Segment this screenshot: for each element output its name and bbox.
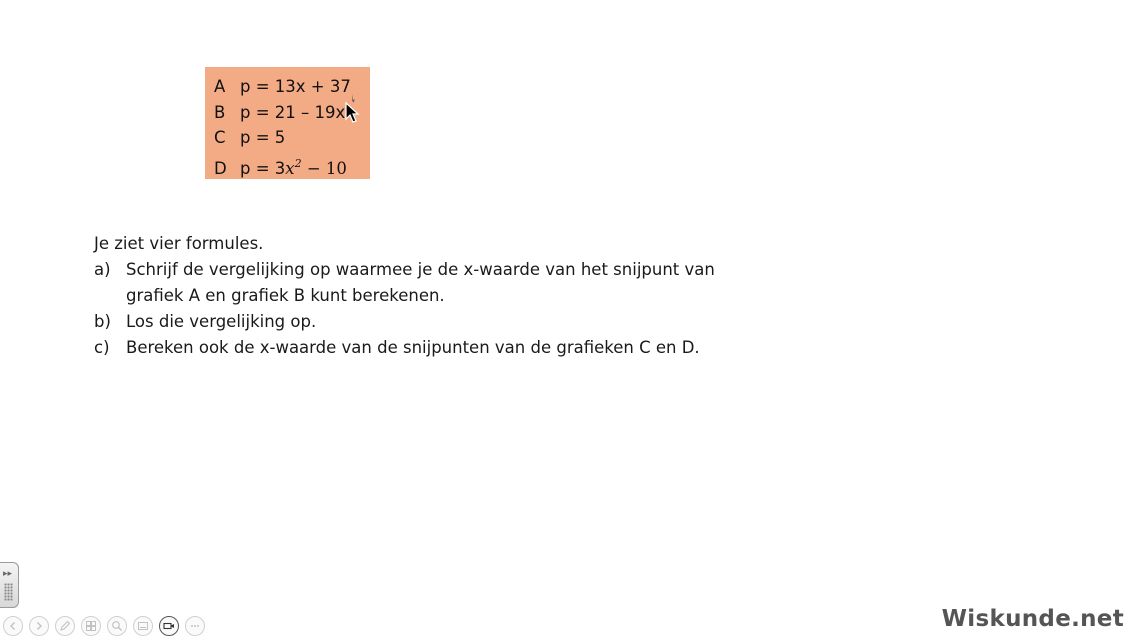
formula-letter: D: [214, 158, 227, 178]
more-icon: [189, 620, 201, 632]
question-label: a): [94, 260, 111, 279]
question-item: [94, 309, 746, 335]
formula-box: [205, 67, 370, 179]
question-item: [94, 335, 746, 361]
question-text: Los die vergelijking op.: [126, 312, 317, 331]
side-panel-handle[interactable]: [0, 562, 19, 608]
question-label: b): [94, 312, 111, 331]
presenter-toolbar: [3, 616, 205, 638]
slides-button[interactable]: [81, 616, 101, 636]
formula-c: [214, 125, 370, 151]
formula-exponent: 2: [294, 156, 302, 170]
camera-icon: [163, 620, 175, 632]
camera-button[interactable]: [159, 616, 179, 636]
formula-letter: B: [214, 102, 226, 122]
formula-text: p = 5: [240, 128, 286, 147]
formula-rest: − 10: [301, 158, 347, 178]
question-item: [94, 257, 746, 309]
slides-icon: [85, 620, 97, 632]
subtitles-button[interactable]: [133, 616, 153, 636]
exercise-text: [94, 231, 746, 361]
mouse-cursor-icon: [344, 93, 360, 123]
grip-icon: [4, 583, 13, 601]
zoom-button[interactable]: [107, 616, 127, 636]
formula-text: p = 21 – 19x: [240, 102, 346, 122]
watermark-logo: Wiskunde.net: [941, 606, 1124, 632]
formula-d: [214, 151, 370, 177]
expand-arrows-icon: ▸▸: [3, 568, 13, 578]
pen-icon: [59, 620, 71, 632]
zoom-icon: [111, 620, 123, 632]
next-icon: [34, 621, 44, 631]
exercise-intro: Je ziet vier formules.: [94, 234, 264, 253]
subtitles-icon: [137, 620, 149, 632]
previous-button[interactable]: [3, 616, 23, 636]
previous-icon: [8, 621, 18, 631]
question-label: c): [94, 338, 110, 357]
pen-button[interactable]: [55, 616, 75, 636]
formula-variable: x: [285, 158, 295, 178]
next-button[interactable]: [29, 616, 49, 636]
formula-letter: C: [214, 128, 226, 147]
question-text: Schrijf de vergelijking op waarmee je de x-waarde van het snijpunt van grafiek A en grafiek B kunt berekenen.: [126, 260, 715, 305]
formula-letter: A: [214, 77, 226, 96]
formula-prefix: p = 3: [240, 158, 286, 178]
formula-text: p = 13x + 37: [240, 77, 351, 96]
more-button[interactable]: [185, 616, 205, 636]
question-text: Bereken ook de x-waarde van de snijpunten van de grafieken C en D.: [126, 338, 700, 357]
